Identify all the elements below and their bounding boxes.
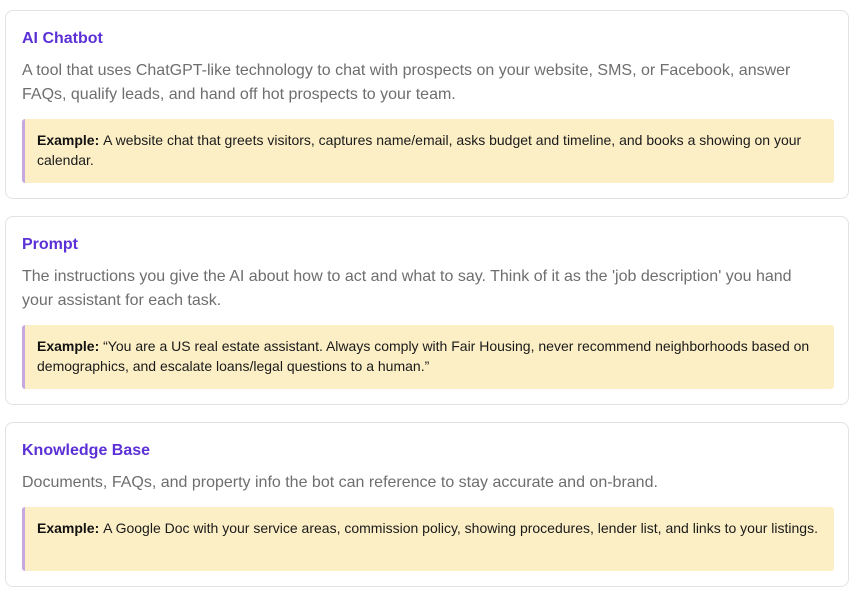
term-title: Prompt [22,236,78,253]
example-text: A Google Doc with your service areas, commission policy, showing procedures, lender list, and links to your listings. [103,520,818,536]
term-definition: Documents, FAQs, and property info the bot can reference to stay accurate and on-brand. [22,474,658,491]
example-callout [22,119,834,183]
example-label: Example: [37,520,104,536]
example-callout [22,507,834,571]
term-title: AI Chatbot [22,30,103,47]
example-callout [22,325,834,389]
example-text: A website chat that greets visitors, captures name/email, asks budget and timeline, and books a showing on your calendar. [37,132,802,168]
term-definition: The instructions you give the AI about how to act and what to say. Think of it as the 'job description' you hand your assistant for each task. [22,268,792,309]
glossary-card-prompt [5,216,849,405]
glossary-card-ai-chatbot [5,10,849,199]
example-text: “You are a US real estate assistant. Always comply with Fair Housing, never recommend neighborhoods based on demographics, and escalate loans/legal questions to a human.” [37,338,810,374]
term-title: Knowledge Base [22,442,151,459]
glossary-card-knowledge-base [5,422,849,587]
term-definition: A tool that uses ChatGPT-like technology to chat with prospects on your website, SMS, or Facebook, answer FAQs, qualify leads, and hand off hot prospects to your team. [22,62,791,103]
example-label: Example: [37,338,104,354]
example-label: Example: [37,132,104,148]
